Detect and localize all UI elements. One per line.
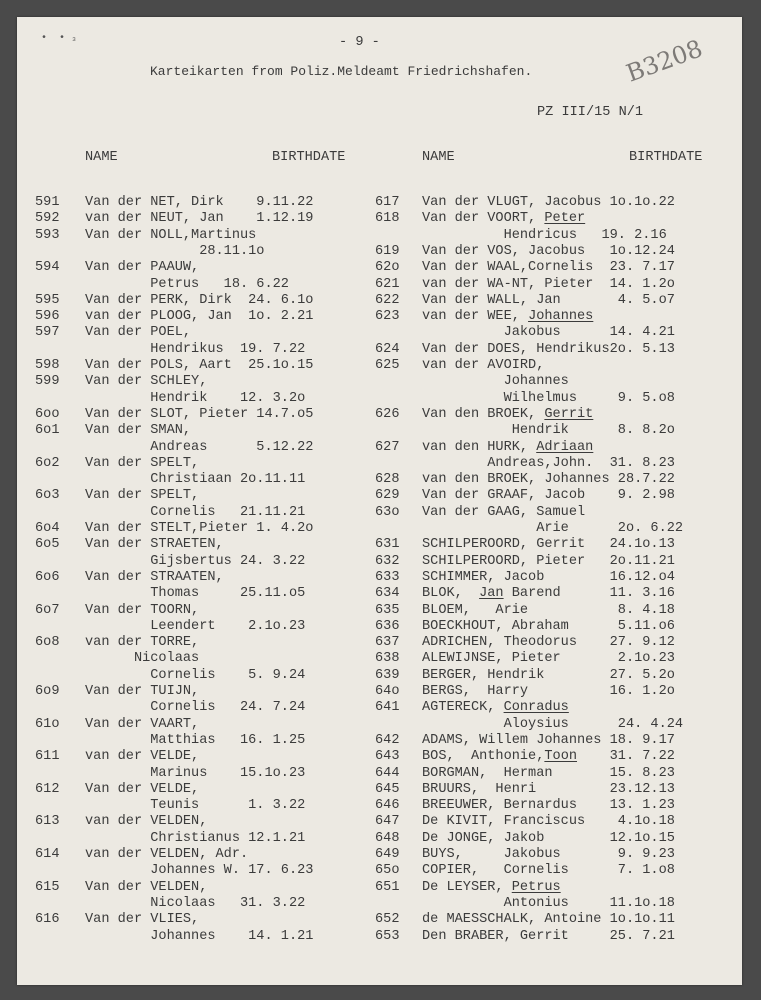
record-number: 639 [375, 667, 400, 683]
record-number: 618 [375, 211, 400, 227]
record-line: Van der SPELT, [85, 455, 200, 471]
document-title: Karteikarten from Poliz.Meldeamt Friedrichshafen. [150, 64, 533, 79]
record-line: Van der STRAETEN, [85, 537, 224, 553]
header-name-right: NAME [422, 150, 455, 165]
record-number: 632 [375, 553, 400, 569]
corner-marks: • • ₃ [41, 33, 78, 44]
record-number: 596 [35, 309, 60, 325]
record-line: van der AVOIRD, [422, 358, 545, 373]
record-number: 624 [375, 341, 400, 357]
record-continuation: Gijsbertus 24. 3.22 [85, 553, 306, 569]
record-continuation: Nicolaas 31. 3.22 [85, 895, 306, 911]
record-number: 614 [35, 847, 60, 862]
record-number: 612 [35, 781, 60, 797]
record-number: 648 [375, 830, 400, 846]
record-number: 631 [375, 537, 400, 553]
record-number: 611 [35, 749, 60, 765]
record-number: 599 [35, 374, 60, 390]
record-continuation: Wilhelmus 9. 5.o8 [422, 390, 675, 406]
record-line: ADRICHEN, Theodorus 27. 9.12 [422, 635, 675, 651]
record-continuation: Cornelis 21.11.21 [85, 504, 306, 520]
record-number: 65o [375, 863, 400, 879]
record-continuation: Aloysius 24. 4.24 [422, 716, 684, 732]
record-line: BRUURS, Henri 23.12.13 [422, 781, 675, 797]
record-line: ALEWIJNSE, Pieter 2.1o.23 [422, 651, 675, 667]
record-number: 598 [35, 358, 60, 373]
record-line: van der NEUT, Jan 1.12.19 [85, 211, 314, 227]
record-number: 626 [375, 406, 400, 422]
header-birthdate-left: BIRTHDATE [272, 150, 346, 165]
record-line: Van der TOORN, [85, 602, 200, 618]
record-line: Van der GAAG, Samuel [422, 504, 586, 520]
record-line: de MAESSCHALK, Antoine 1o.1o.11 [422, 912, 675, 928]
record-number: 638 [375, 651, 400, 667]
record-number: 628 [375, 472, 400, 488]
record-continuation: Jakobus 14. 4.21 [422, 325, 675, 341]
record-number: 622 [375, 292, 400, 308]
record-number: 642 [375, 732, 400, 748]
record-line: Van der DOES, Hendrikus2o. 5.13 [422, 341, 675, 357]
record-line: Van der WAAL,Cornelis 23. 7.17 [422, 260, 675, 276]
record-number: 591 [35, 195, 60, 210]
record-number: 645 [375, 781, 400, 797]
record-number: 651 [375, 879, 400, 895]
record-line: SCHIMMER, Jacob 16.12.o4 [422, 569, 675, 585]
record-number: 616 [35, 912, 60, 928]
record-line: De JONGE, Jakob 12.1o.15 [422, 830, 675, 846]
record-continuation: Hendrikus 19. 7.22 [85, 341, 306, 357]
record-number: 637 [375, 635, 400, 651]
record-number: 61o [35, 716, 60, 732]
record-number: 594 [35, 260, 60, 276]
record-number: 621 [375, 276, 400, 292]
handwritten-stamp: B3208 [622, 34, 707, 88]
record-continuation: Leendert 2.1o.23 [85, 618, 306, 634]
record-continuation: Matthias 16. 1.25 [85, 732, 306, 748]
record-line: Van der TUIJN, [85, 684, 200, 699]
record-number: 623 [375, 309, 400, 325]
record-line: Van der SLOT, Pieter 14.7.o5 [85, 406, 314, 422]
record-continuation: Johannes [422, 374, 569, 390]
record-number: 6o3 [35, 488, 60, 504]
record-continuation: Christiaan 2o.11.11 [85, 472, 306, 488]
record-line: van den HURK, Adriaan [422, 439, 594, 455]
page-number: - 9 - [339, 35, 380, 50]
record-number: 6o2 [35, 455, 60, 471]
record-continuation: Andreas 5.12.22 [85, 439, 314, 455]
record-line: SCHILPEROORD, Gerrit 24.1o.13 [422, 537, 675, 553]
document-page [17, 17, 742, 985]
record-number: 6o4 [35, 521, 60, 536]
record-number: 593 [35, 227, 60, 243]
record-number: 6o6 [35, 569, 60, 585]
record-number: 641 [375, 700, 400, 716]
record-line: Van der VLUGT, Jacobus 1o.1o.22 [422, 195, 675, 210]
record-number: 6o9 [35, 684, 60, 699]
record-continuation: Nicolaas [85, 651, 200, 667]
record-line: Van der NET, Dirk 9.11.22 [85, 195, 314, 210]
record-number: 653 [375, 928, 400, 944]
record-number: 644 [375, 765, 400, 781]
record-number: 6o8 [35, 635, 60, 651]
header-birthdate-right: BIRTHDATE [629, 150, 703, 165]
record-line: van der PLOOG, Jan 1o. 2.21 [85, 309, 314, 325]
record-line: van den BROEK, Johannes 28.7.22 [422, 472, 675, 488]
record-continuation: Thomas 25.11.o5 [85, 586, 306, 602]
record-line: BREEUWER, Bernardus 13. 1.23 [422, 798, 675, 814]
record-continuation: Cornelis 24. 7.24 [85, 700, 306, 716]
header-name-left: NAME [85, 150, 118, 165]
record-number: 647 [375, 814, 400, 830]
record-line: Van der VAART, [85, 716, 200, 732]
record-line: COPIER, Cornelis 7. 1.o8 [422, 863, 675, 879]
record-number: 629 [375, 488, 400, 504]
record-line: Van der VLIES, [85, 912, 200, 928]
record-number: 649 [375, 847, 400, 862]
record-line: Van der POLS, Aart 25.1o.15 [85, 358, 314, 373]
record-number: 6o5 [35, 537, 60, 553]
record-number: 627 [375, 439, 400, 455]
record-number: 63o [375, 504, 400, 520]
record-continuation: Hendrik 8. 8.2o [422, 423, 675, 439]
record-line: Van der SCHLEY, [85, 374, 208, 390]
record-line: Van der PERK, Dirk 24. 6.1o [85, 292, 314, 308]
record-number: 636 [375, 618, 400, 634]
record-continuation: Hendricus 19. 2.16 [422, 227, 667, 243]
record-continuation: Andreas,John. 31. 8.23 [422, 455, 675, 471]
record-line: Van der VOORT, Peter [422, 211, 586, 227]
record-line: De LEYSER, Petrus [422, 879, 561, 895]
record-number: 6oo [35, 406, 60, 422]
record-line: BUYS, Jakobus 9. 9.23 [422, 847, 675, 862]
record-number: 62o [375, 260, 400, 276]
record-line: van der WA-NT, Pieter 14. 1.2o [422, 276, 675, 292]
record-number: 615 [35, 879, 60, 895]
record-continuation: Teunis 1. 3.22 [85, 798, 306, 814]
record-line: Van der VELDE, [85, 781, 200, 797]
record-number: 643 [375, 749, 400, 765]
record-line: Van den BROEK, Gerrit [422, 406, 594, 422]
record-line: Van der VELDEN, [85, 879, 208, 895]
record-line: van der VELDE, [85, 749, 200, 765]
record-line: Van der SPELT, [85, 488, 200, 504]
record-continuation: Johannes 14. 1.21 [85, 928, 314, 944]
record-line: van der TORRE, [85, 635, 200, 651]
record-line: BOS, Anthonie,Toon 31. 7.22 [422, 749, 675, 765]
record-line: van der WEE, Johannes [422, 309, 594, 325]
record-number: 625 [375, 358, 400, 373]
record-number: 6o7 [35, 602, 60, 618]
record-number: 597 [35, 325, 60, 341]
record-number: 617 [375, 195, 400, 210]
record-line: BLOEM, Arie 8. 4.18 [422, 602, 675, 618]
record-line: De KIVIT, Franciscus 4.1o.18 [422, 814, 675, 830]
record-number: 634 [375, 586, 400, 602]
record-number: 613 [35, 814, 60, 830]
record-line: BERGER, Hendrik 27. 5.2o [422, 667, 675, 683]
record-continuation: Marinus 15.1o.23 [85, 765, 306, 781]
record-line: Van der GRAAF, Jacob 9. 2.98 [422, 488, 675, 504]
record-number: 619 [375, 243, 400, 259]
record-line: Van der WALL, Jan 4. 5.o7 [422, 292, 675, 308]
record-line: Van der PAAUW, [85, 260, 200, 276]
record-line: BORGMAN, Herman 15. 8.23 [422, 765, 675, 781]
record-line: Van der STRAATEN, [85, 569, 224, 585]
record-line: BOECKHOUT, Abraham 5.11.o6 [422, 618, 675, 634]
record-line: SCHILPEROORD, Pieter 2o.11.21 [422, 553, 675, 569]
record-line: Van der STELT,Pieter 1. 4.2o [85, 521, 314, 536]
record-line: Van der VOS, Jacobus 1o.12.24 [422, 243, 675, 259]
record-line: Van der POEL, [85, 325, 192, 341]
record-continuation: Hendrik 12. 3.2o [85, 390, 306, 406]
record-line: Van der NOLL,Martinus [85, 227, 257, 243]
record-continuation: 28.11.1o [85, 243, 265, 259]
record-continuation: Arie 2o. 6.22 [422, 521, 684, 536]
record-number: 595 [35, 292, 60, 308]
reference-code: PZ III/15 N/1 [537, 105, 644, 120]
record-line: Van der SMAN, [85, 423, 192, 439]
record-line: BERGS, Harry 16. 1.2o [422, 684, 675, 699]
record-continuation: Johannes W. 17. 6.23 [85, 863, 314, 879]
record-line: BLOK, Jan Barend 11. 3.16 [422, 586, 675, 602]
record-number: 592 [35, 211, 60, 227]
record-line: ADAMS, Willem Johannes 18. 9.17 [422, 732, 675, 748]
record-line: AGTERECK, Conradus [422, 700, 569, 716]
record-number: 633 [375, 569, 400, 585]
record-number: 635 [375, 602, 400, 618]
record-continuation: Antonius 11.1o.18 [422, 895, 675, 911]
record-number: 6o1 [35, 423, 60, 439]
record-continuation: Cornelis 5. 9.24 [85, 667, 306, 683]
record-continuation: Christianus 12.1.21 [85, 830, 306, 846]
record-line: van der VELDEN, [85, 814, 208, 830]
record-line: van der VELDEN, Adr. [85, 847, 249, 862]
record-line: Den BRABER, Gerrit 25. 7.21 [422, 928, 675, 944]
record-number: 652 [375, 912, 400, 928]
record-continuation: Petrus 18. 6.22 [85, 276, 289, 292]
record-number: 64o [375, 684, 400, 699]
record-number: 646 [375, 798, 400, 814]
